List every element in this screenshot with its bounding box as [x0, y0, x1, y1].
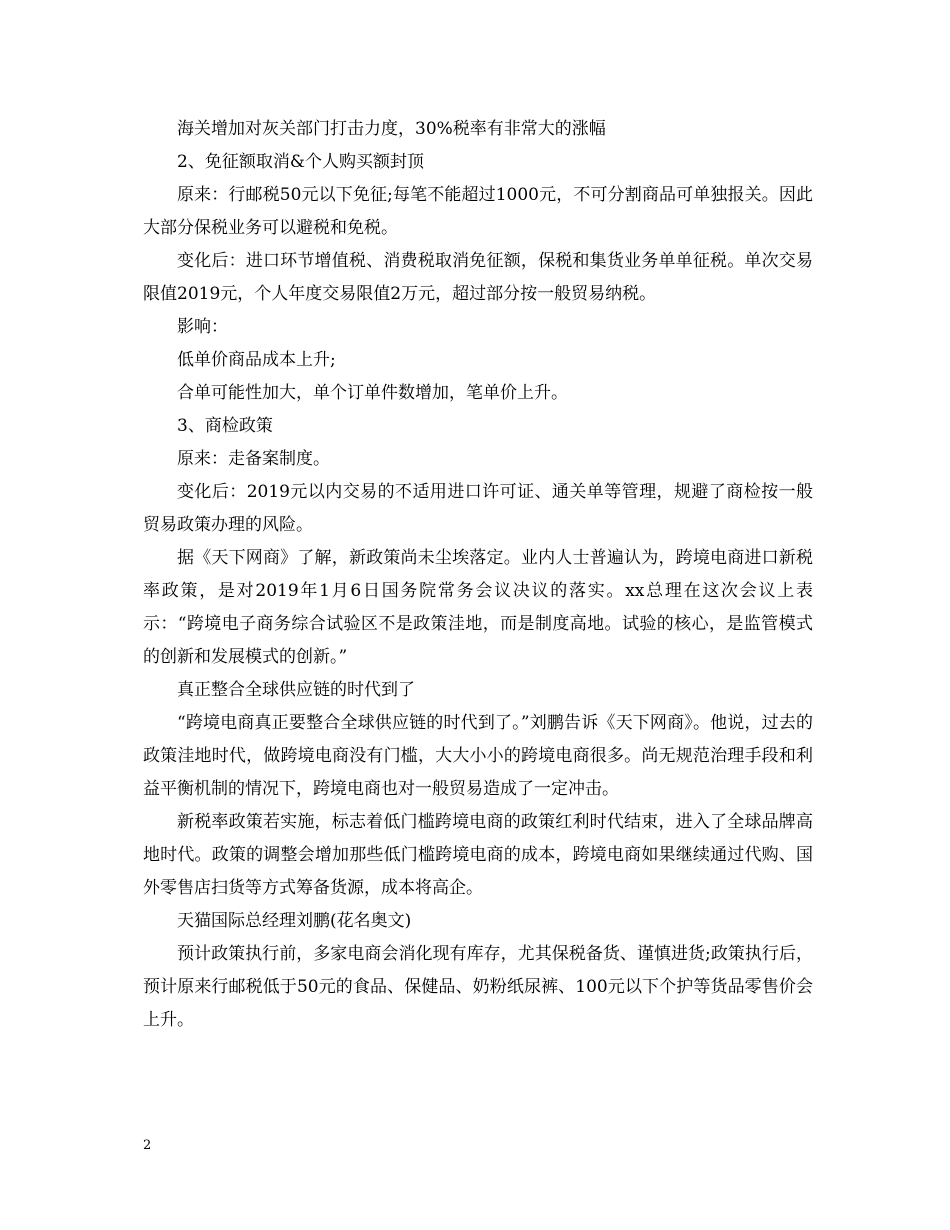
paragraph: 变化后：进口环节增值税、消费税取消免征额，保税和集货业务单单征税。单次交易限值2019元，个人年度交易限值2万元，超过部分按一般贸易纳税。 — [143, 251, 813, 304]
paragraph: “跨境电商真正要整合全球供应链的时代到了。”刘鹏告诉《天下网商》。他说，过去的政策洼地时代，做跨境电商没有门槛，大大小小的跨境电商很多。尚无规范治理手段和利益平衡机制的情况下，跨境电商也对一般贸易造成了一定冲击。 — [143, 713, 813, 799]
section-heading: 3、商检政策 — [177, 416, 273, 436]
paragraph: 原来：走备案制度。 — [177, 449, 330, 469]
paragraph: 新税率政策若实施，标志着低门槛跨境电商的政策红利时代结束，进入了全球品牌高地时代。政策的调整会增加那些低门槛跨境电商的成本，跨境电商如果继续通过代购、国外零售店扫货等方式筹备货源，成本将高企。 — [143, 812, 813, 898]
paragraph: 低单价商品成本上升; — [177, 350, 336, 370]
paragraph: 原来：行邮税50元以下免征;每笔不能超过1000元，不可分割商品可单独报关。因此大部分保税业务可以避税和免税。 — [143, 185, 813, 238]
paragraph: 海关增加对灰关部门打击力度，30%税率有非常大的涨幅 — [177, 119, 606, 139]
paragraph: 天猫国际总经理刘鹏(花名奥文) — [177, 911, 412, 931]
body-text — [143, 113, 813, 1037]
paragraph: 据《天下网商》了解，新政策尚未尘埃落定。业内人士普遍认为，跨境电商进口新税率政策，是对2019年1月6日国务院常务会议决议的落实。xx总理在这次会议上表示：“跨境电子商务综合试验区不是政策洼地，而是制度高地。试验的核心，是监管模式的创新和发展模式的创新。” — [143, 548, 813, 667]
section-heading: 真正整合全球供应链的时代到了 — [177, 680, 415, 700]
paragraph: 变化后：2019元以内交易的不适用进口许可证、通关单等管理，规避了商检按一般贸易政策办理的风险。 — [143, 482, 813, 535]
page-number: 2 — [143, 1138, 152, 1153]
section-heading: 2、免征额取消&个人购买额封顶 — [177, 152, 424, 172]
paragraph: 预计政策执行前，多家电商会消化现有库存，尤其保税备货、谨慎进货;政策执行后，预计原来行邮税低于50元的食品、保健品、奶粉纸尿裤、100元以下个护等货品零售价会上升。 — [143, 944, 813, 1030]
paragraph: 影响： — [177, 317, 228, 337]
paragraph: 合单可能性加大，单个订单件数增加，笔单价上升。 — [177, 383, 568, 403]
